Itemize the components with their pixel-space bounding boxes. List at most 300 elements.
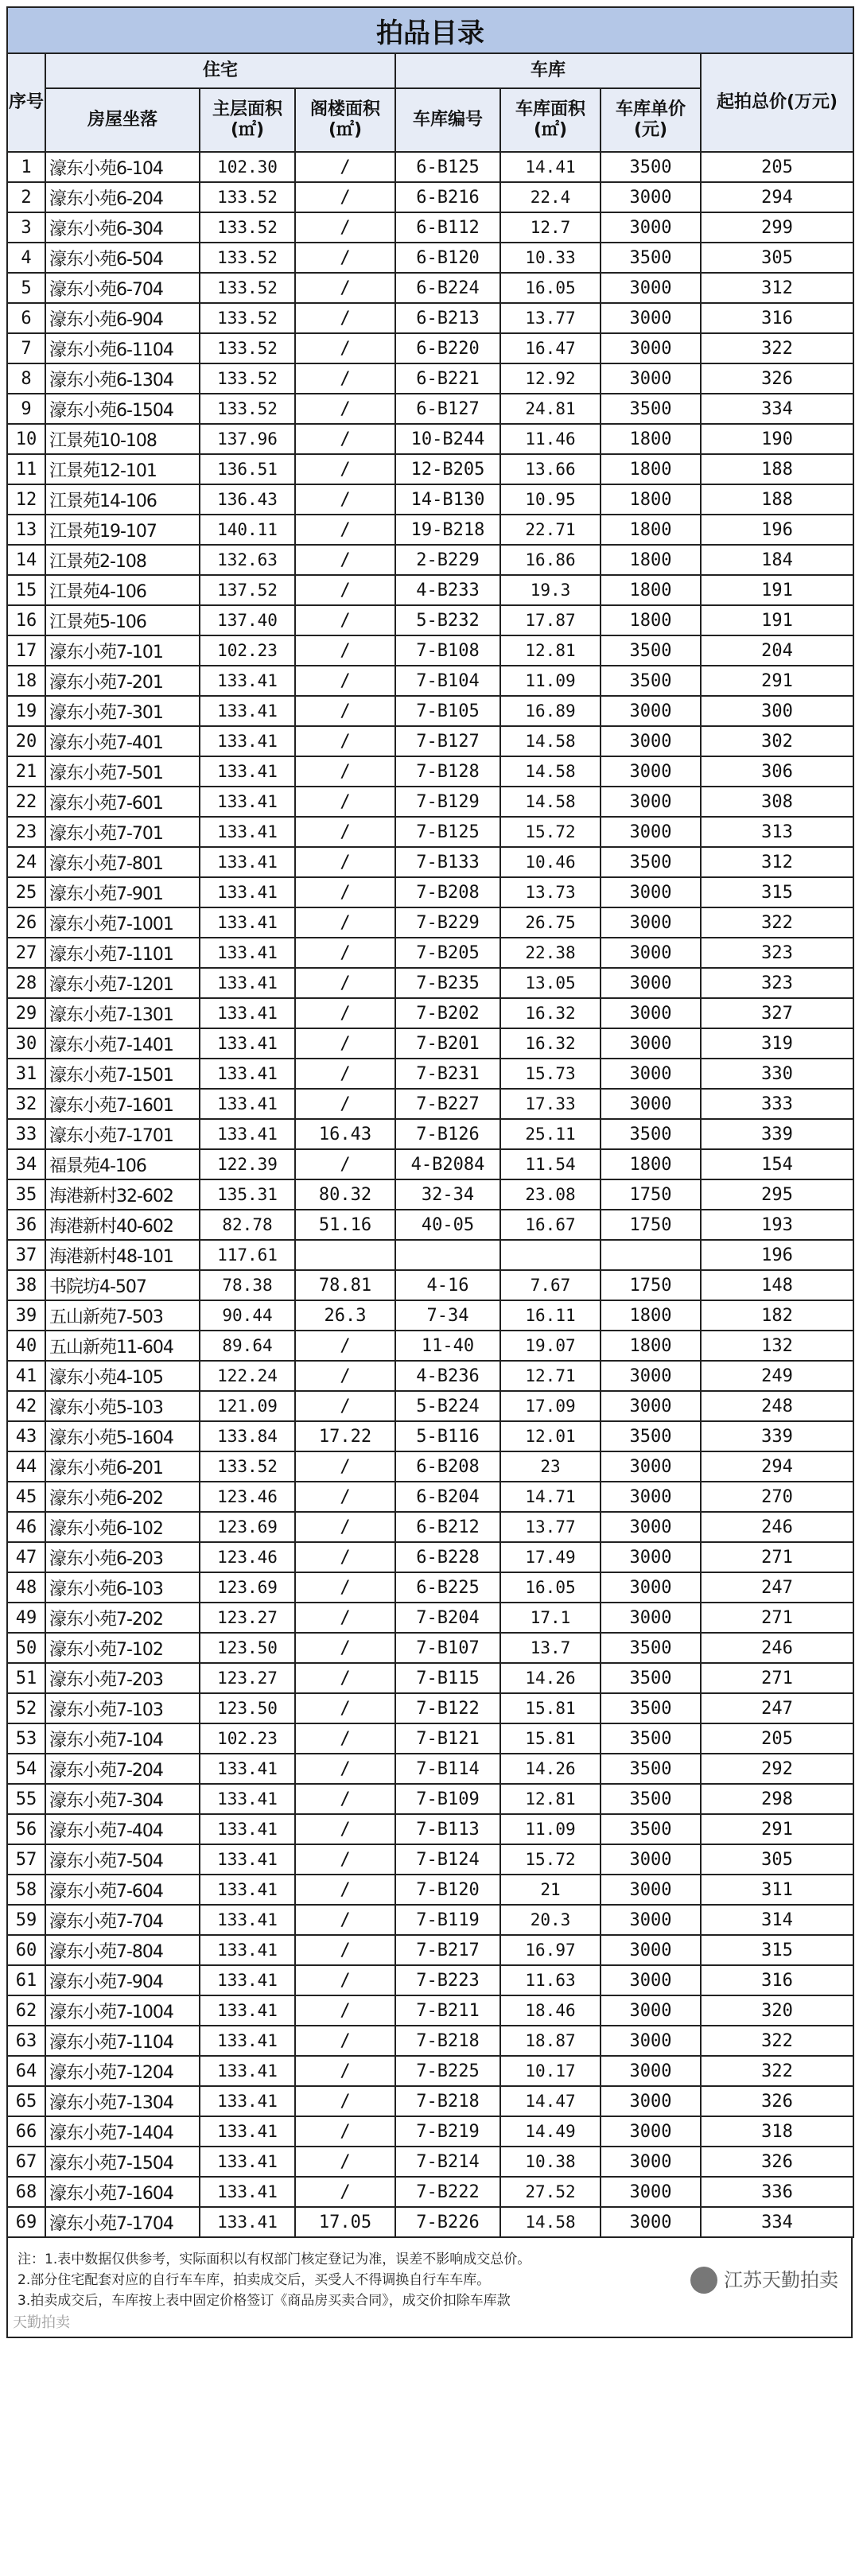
cell-garage_area: 16.97 (500, 1935, 601, 1965)
cell-location: 福景苑4-106 (45, 1149, 200, 1179)
cell-garage_no: 7-B114 (395, 1754, 500, 1784)
cell-main_area: 78.38 (200, 1270, 295, 1300)
cell-attic_area: / (295, 575, 395, 605)
cell-seq: 15 (7, 575, 45, 605)
cell-main_area: 122.24 (200, 1361, 295, 1391)
cell-garage_no: 6-B220 (395, 333, 500, 363)
cell-garage_no: 6-B216 (395, 182, 500, 212)
cell-price: 300 (701, 696, 853, 726)
location-header: 房屋坐落 (45, 88, 200, 152)
cell-main_area: 133.41 (200, 1028, 295, 1059)
cell-seq: 14 (7, 545, 45, 575)
cell-seq: 46 (7, 1512, 45, 1542)
cell-attic_area: / (295, 1905, 395, 1935)
cell-garage_no: 7-B218 (395, 2026, 500, 2056)
cell-price: 305 (701, 243, 853, 273)
cell-garage_area: 14.71 (500, 1482, 601, 1512)
cell-garage_no: 6-B224 (395, 273, 500, 303)
cell-main_area: 133.52 (200, 363, 295, 394)
cell-garage_no (395, 1240, 500, 1270)
cell-main_area: 135.31 (200, 1179, 295, 1210)
cell-garage_unit_price: 1800 (601, 575, 701, 605)
cell-price: 322 (701, 2026, 853, 2056)
cell-main_area: 133.84 (200, 1421, 295, 1451)
cell-seq: 21 (7, 756, 45, 787)
cell-price: 193 (701, 1210, 853, 1240)
cell-garage_area: 16.32 (500, 1028, 601, 1059)
cell-garage_no: 6-B125 (395, 152, 500, 182)
note-1: 注：1.表中数据仅供参考，实际面积以有权部门核定登记为准，误差不影响成交总价。 (17, 2252, 531, 2267)
wechat-logo-icon (690, 2267, 717, 2294)
cell-garage_no: 7-B218 (395, 2086, 500, 2116)
cell-seq: 20 (7, 726, 45, 756)
cell-garage_unit_price: 3000 (601, 212, 701, 243)
cell-seq: 41 (7, 1361, 45, 1391)
cell-main_area: 133.41 (200, 847, 295, 877)
cell-main_area: 133.41 (200, 2086, 295, 2116)
cell-main_area: 123.46 (200, 1482, 295, 1512)
notes (6, 2238, 853, 2338)
cell-location: 濠东小苑7-601 (45, 787, 200, 817)
cell-seq: 29 (7, 998, 45, 1028)
cell-garage_unit_price: 1800 (601, 545, 701, 575)
cell-main_area: 133.41 (200, 907, 295, 938)
cell-garage_unit_price: 3000 (601, 1995, 701, 2026)
cell-garage_unit_price: 3000 (601, 1361, 701, 1391)
cell-attic_area: / (295, 968, 395, 998)
cell-garage_unit_price: 3000 (601, 696, 701, 726)
cell-garage_unit_price: 3000 (601, 182, 701, 212)
note-3: 3.拍卖成交后，车库按上表中固定价格签订《商品房买卖合同》，成交价扣除车库款 (17, 2293, 511, 2309)
cell-location: 濠东小苑7-101 (45, 635, 200, 666)
cell-garage_no: 7-B133 (395, 847, 500, 877)
cell-main_area: 121.09 (200, 1391, 295, 1421)
cell-garage_no: 10-B244 (395, 424, 500, 454)
cell-location: 濠东小苑7-204 (45, 1754, 200, 1784)
cell-main_area: 133.41 (200, 2056, 295, 2086)
cell-price: 295 (701, 1179, 853, 1210)
cell-attic_area: 51.16 (295, 1210, 395, 1240)
cell-price: 322 (701, 333, 853, 363)
cell-price: 184 (701, 545, 853, 575)
table-row (7, 182, 853, 212)
table-row (7, 2207, 853, 2237)
cell-seq: 50 (7, 1633, 45, 1663)
cell-attic_area: / (295, 1391, 395, 1421)
cell-seq: 12 (7, 484, 45, 515)
cell-price: 319 (701, 1028, 853, 1059)
cell-location: 濠东小苑6-103 (45, 1572, 200, 1603)
table-row (7, 1512, 853, 1542)
cell-location: 濠东小苑6-102 (45, 1512, 200, 1542)
cell-price: 246 (701, 1633, 853, 1663)
cell-attic_area: / (295, 1059, 395, 1089)
cell-garage_no: 7-B231 (395, 1059, 500, 1089)
cell-garage_no: 7-B122 (395, 1693, 500, 1723)
cell-garage_unit_price: 3000 (601, 1905, 701, 1935)
cell-garage_no: 5-B224 (395, 1391, 500, 1421)
cell-price: 188 (701, 454, 853, 484)
cell-seq: 58 (7, 1875, 45, 1905)
table-row (7, 1482, 853, 1512)
cell-location: 海港新村40-602 (45, 1210, 200, 1240)
cell-garage_area: 15.73 (500, 1059, 601, 1089)
cell-main_area: 140.11 (200, 515, 295, 545)
cell-garage_area: 16.89 (500, 696, 601, 726)
price-header: 起拍总价(万元) (701, 53, 853, 152)
cell-location: 濠东小苑7-1604 (45, 2177, 200, 2207)
cell-main_area: 123.27 (200, 1603, 295, 1633)
cell-garage_no: 7-B115 (395, 1663, 500, 1693)
cell-garage_area: 23 (500, 1451, 601, 1482)
table-row (7, 1542, 853, 1572)
cell-garage_area: 16.86 (500, 545, 601, 575)
cell-price: 205 (701, 152, 853, 182)
table-row (7, 1421, 853, 1451)
cell-main_area: 133.52 (200, 243, 295, 273)
cell-attic_area: / (295, 1784, 395, 1814)
cell-garage_unit_price: 1800 (601, 605, 701, 635)
cell-garage_no: 6-B213 (395, 303, 500, 333)
cell-location: 濠东小苑6-704 (45, 273, 200, 303)
cell-attic_area (295, 1240, 395, 1270)
cell-price: 132 (701, 1331, 853, 1361)
cell-attic_area: / (295, 182, 395, 212)
cell-price: 339 (701, 1421, 853, 1451)
cell-location: 濠东小苑7-304 (45, 1784, 200, 1814)
cell-seq: 24 (7, 847, 45, 877)
cell-garage_no: 7-B125 (395, 817, 500, 847)
cell-garage_unit_price: 3500 (601, 666, 701, 696)
cell-location: 濠东小苑7-804 (45, 1935, 200, 1965)
cell-garage_unit_price: 3500 (601, 1633, 701, 1663)
table-row (7, 1240, 853, 1270)
cell-price: 323 (701, 968, 853, 998)
cell-seq: 42 (7, 1391, 45, 1421)
cell-garage_no: 6-B208 (395, 1451, 500, 1482)
cell-garage_unit_price: 3500 (601, 243, 701, 273)
cell-garage_area: 17.33 (500, 1089, 601, 1119)
cell-garage_unit_price: 1800 (601, 454, 701, 484)
cell-attic_area: 26.3 (295, 1300, 395, 1331)
cell-garage_area: 22.4 (500, 182, 601, 212)
cell-main_area: 133.41 (200, 2177, 295, 2207)
cell-price: 322 (701, 907, 853, 938)
table-row (7, 1300, 853, 1331)
cell-garage_no: 7-B121 (395, 1723, 500, 1754)
cell-garage_no: 7-B113 (395, 1814, 500, 1844)
table-row (7, 394, 853, 424)
cell-location: 濠东小苑7-701 (45, 817, 200, 847)
cell-garage_area: 14.58 (500, 787, 601, 817)
table-row (7, 1965, 853, 1995)
cell-price: 196 (701, 1240, 853, 1270)
cell-garage_no: 6-B221 (395, 363, 500, 394)
cell-attic_area: / (295, 1754, 395, 1784)
cell-attic_area: / (295, 2116, 395, 2147)
cell-seq: 3 (7, 212, 45, 243)
table-row (7, 212, 853, 243)
cell-attic_area: / (295, 424, 395, 454)
cell-main_area: 123.50 (200, 1633, 295, 1663)
cell-attic_area: / (295, 938, 395, 968)
cell-price: 188 (701, 484, 853, 515)
cell-garage_no: 7-B227 (395, 1089, 500, 1119)
cell-garage_unit_price: 3000 (601, 726, 701, 756)
cell-location: 濠东小苑7-801 (45, 847, 200, 877)
cell-seq: 44 (7, 1451, 45, 1482)
cell-garage_area: 11.54 (500, 1149, 601, 1179)
cell-garage_unit_price: 3500 (601, 1754, 701, 1784)
cell-location: 濠东小苑7-1404 (45, 2116, 200, 2147)
cell-garage_area: 10.33 (500, 243, 601, 273)
cell-seq: 56 (7, 1814, 45, 1844)
cell-attic_area: / (295, 998, 395, 1028)
cell-price: 291 (701, 1814, 853, 1844)
cell-seq: 28 (7, 968, 45, 998)
cell-garage_area: 18.87 (500, 2026, 601, 2056)
cell-garage_no: 32-34 (395, 1179, 500, 1210)
table-row (7, 243, 853, 273)
cell-seq: 45 (7, 1482, 45, 1512)
cell-garage_unit_price: 3000 (601, 2116, 701, 2147)
cell-location: 濠东小苑7-1501 (45, 1059, 200, 1089)
table-row (7, 1754, 853, 1784)
cell-attic_area: / (295, 1572, 395, 1603)
cell-garage_unit_price: 3500 (601, 847, 701, 877)
cell-garage_unit_price: 3500 (601, 1693, 701, 1723)
cell-price: 299 (701, 212, 853, 243)
cell-garage_unit_price: 3000 (601, 1844, 701, 1875)
cell-main_area: 133.52 (200, 212, 295, 243)
cell-garage_no: 6-B120 (395, 243, 500, 273)
cell-garage_area: 14.49 (500, 2116, 601, 2147)
table-row (7, 363, 853, 394)
table-row (7, 1331, 853, 1361)
cell-seq: 43 (7, 1421, 45, 1451)
cell-attic_area: 80.32 (295, 1179, 395, 1210)
cell-location: 濠东小苑7-1201 (45, 968, 200, 998)
cell-price: 326 (701, 2086, 853, 2116)
cell-seq: 57 (7, 1844, 45, 1875)
cell-garage_no: 7-B109 (395, 1784, 500, 1814)
cell-seq: 53 (7, 1723, 45, 1754)
cell-location: 濠东小苑7-704 (45, 1905, 200, 1935)
cell-garage_no: 7-B120 (395, 1875, 500, 1905)
cell-garage_no: 6-B112 (395, 212, 500, 243)
cell-attic_area: / (295, 303, 395, 333)
table-row (7, 454, 853, 484)
cell-attic_area: / (295, 1512, 395, 1542)
cell-garage_no: 19-B218 (395, 515, 500, 545)
cell-seq: 27 (7, 938, 45, 968)
table-row (7, 1179, 853, 1210)
cell-attic_area: / (295, 1361, 395, 1391)
cell-garage_area: 17.49 (500, 1542, 601, 1572)
cell-garage_area: 21 (500, 1875, 601, 1905)
cell-garage_no: 7-B201 (395, 1028, 500, 1059)
cell-garage_area: 14.26 (500, 1754, 601, 1784)
table-row (7, 696, 853, 726)
cell-garage_area: 13.66 (500, 454, 601, 484)
cell-main_area: 133.41 (200, 787, 295, 817)
cell-main_area: 133.41 (200, 998, 295, 1028)
cell-garage_unit_price: 1800 (601, 1331, 701, 1361)
cell-main_area: 122.39 (200, 1149, 295, 1179)
note-2: 2.部分住宅配套对应的自行车车库，拍卖成交后，买受人不得调换自行车车库。 (17, 2272, 491, 2288)
cell-main_area: 123.69 (200, 1512, 295, 1542)
cell-attic_area: / (295, 1603, 395, 1633)
cell-garage_unit_price: 3500 (601, 635, 701, 666)
cell-attic_area: / (295, 756, 395, 787)
cell-seq: 8 (7, 363, 45, 394)
table-row (7, 303, 853, 333)
cell-attic_area: / (295, 152, 395, 182)
cell-seq: 47 (7, 1542, 45, 1572)
cell-price: 306 (701, 756, 853, 787)
cell-seq: 59 (7, 1905, 45, 1935)
cell-location: 海港新村48-101 (45, 1240, 200, 1270)
cell-seq: 52 (7, 1693, 45, 1723)
cell-attic_area: / (295, 273, 395, 303)
table-row (7, 1119, 853, 1149)
cell-seq: 54 (7, 1754, 45, 1784)
cell-garage_area: 16.11 (500, 1300, 601, 1331)
cell-garage_area: 14.58 (500, 2207, 601, 2237)
cell-location: 濠东小苑6-201 (45, 1451, 200, 1482)
table-row (7, 575, 853, 605)
table-row (7, 1784, 853, 1814)
cell-seq: 69 (7, 2207, 45, 2237)
cell-attic_area: / (295, 1663, 395, 1693)
cell-garage_unit_price: 3500 (601, 1723, 701, 1754)
cell-garage_area: 11.46 (500, 424, 601, 454)
cell-garage_unit_price: 3000 (601, 1875, 701, 1905)
cell-location: 濠东小苑4-105 (45, 1361, 200, 1391)
cell-location: 五山新苑11-604 (45, 1331, 200, 1361)
cell-attic_area: / (295, 1965, 395, 1995)
cell-garage_unit_price: 3500 (601, 1421, 701, 1451)
cell-garage_area: 12.71 (500, 1361, 601, 1391)
cell-seq: 55 (7, 1784, 45, 1814)
cell-seq: 64 (7, 2056, 45, 2086)
cell-garage_area: 14.47 (500, 2086, 601, 2116)
table-row (7, 1270, 853, 1300)
cell-price: 339 (701, 1119, 853, 1149)
cell-location: 濠东小苑5-103 (45, 1391, 200, 1421)
table-row (7, 1693, 853, 1723)
cell-garage_area: 14.58 (500, 726, 601, 756)
cell-garage_unit_price: 1750 (601, 1270, 701, 1300)
cell-location: 濠东小苑6-104 (45, 152, 200, 182)
table-row (7, 1633, 853, 1663)
cell-seq: 19 (7, 696, 45, 726)
cell-seq: 39 (7, 1300, 45, 1331)
cell-main_area: 102.23 (200, 1723, 295, 1754)
cell-main_area: 117.61 (200, 1240, 295, 1270)
cell-garage_area: 19.07 (500, 1331, 601, 1361)
table-row (7, 1572, 853, 1603)
table-row (7, 1875, 853, 1905)
cell-attic_area: / (295, 2056, 395, 2086)
cell-garage_no: 7-B105 (395, 696, 500, 726)
cell-seq: 66 (7, 2116, 45, 2147)
cell-location: 濠东小苑7-1401 (45, 1028, 200, 1059)
cell-garage_unit_price: 3000 (601, 938, 701, 968)
cell-attic_area: / (295, 2026, 395, 2056)
cell-main_area: 133.52 (200, 333, 295, 363)
cell-garage_unit_price: 3000 (601, 998, 701, 1028)
cell-main_area: 133.41 (200, 817, 295, 847)
cell-garage_unit_price: 1800 (601, 1149, 701, 1179)
cell-garage_no: 7-B219 (395, 2116, 500, 2147)
cell-garage_unit_price: 1750 (601, 1179, 701, 1210)
cell-garage_no: 40-05 (395, 1210, 500, 1240)
cell-garage_no: 7-B128 (395, 756, 500, 787)
table-row (7, 1089, 853, 1119)
cell-garage_unit_price: 3000 (601, 1482, 701, 1512)
cell-main_area: 132.63 (200, 545, 295, 575)
cell-seq: 35 (7, 1179, 45, 1210)
cell-price: 154 (701, 1149, 853, 1179)
cell-price: 308 (701, 787, 853, 817)
cell-garage_unit_price: 3000 (601, 1965, 701, 1995)
cell-attic_area: / (295, 1995, 395, 2026)
cell-garage_area: 13.7 (500, 1633, 601, 1663)
cell-attic_area: / (295, 454, 395, 484)
cell-main_area: 136.51 (200, 454, 295, 484)
cell-garage_no: 6-B127 (395, 394, 500, 424)
cell-garage_no: 7-B222 (395, 2177, 500, 2207)
cell-price: 204 (701, 635, 853, 666)
table-row (7, 273, 853, 303)
cell-garage_no: 7-B217 (395, 1935, 500, 1965)
cell-garage_no: 6-B204 (395, 1482, 500, 1512)
cell-price: 148 (701, 1270, 853, 1300)
cell-garage_area: 14.26 (500, 1663, 601, 1693)
cell-attic_area: / (295, 877, 395, 907)
cell-location: 濠东小苑7-1704 (45, 2207, 200, 2237)
cell-garage_area: 16.05 (500, 273, 601, 303)
cell-price: 314 (701, 1905, 853, 1935)
table-row (7, 605, 853, 635)
cell-price: 336 (701, 2177, 853, 2207)
cell-location: 濠东小苑7-1301 (45, 998, 200, 1028)
cell-garage_area: 10.17 (500, 2056, 601, 2086)
cell-garage_no: 7-B124 (395, 1844, 500, 1875)
cell-garage_area: 13.05 (500, 968, 601, 998)
cell-location: 濠东小苑6-204 (45, 182, 200, 212)
table-row (7, 1391, 853, 1421)
cell-seq: 26 (7, 907, 45, 938)
table-row (7, 1935, 853, 1965)
cell-price: 294 (701, 182, 853, 212)
cell-garage_area: 17.87 (500, 605, 601, 635)
cell-garage_unit_price: 3000 (601, 1512, 701, 1542)
cell-main_area: 123.69 (200, 1572, 295, 1603)
cell-location: 江景苑19-107 (45, 515, 200, 545)
cell-garage_unit_price: 3000 (601, 363, 701, 394)
cell-location: 濠东小苑6-1504 (45, 394, 200, 424)
cell-garage_no: 7-B235 (395, 968, 500, 998)
cell-garage_unit_price: 3000 (601, 273, 701, 303)
cell-seq: 4 (7, 243, 45, 273)
cell-garage_unit_price: 3000 (601, 1572, 701, 1603)
cell-main_area: 123.50 (200, 1693, 295, 1723)
cell-seq: 18 (7, 666, 45, 696)
table-row (7, 907, 853, 938)
cell-location: 濠东小苑7-1701 (45, 1119, 200, 1149)
